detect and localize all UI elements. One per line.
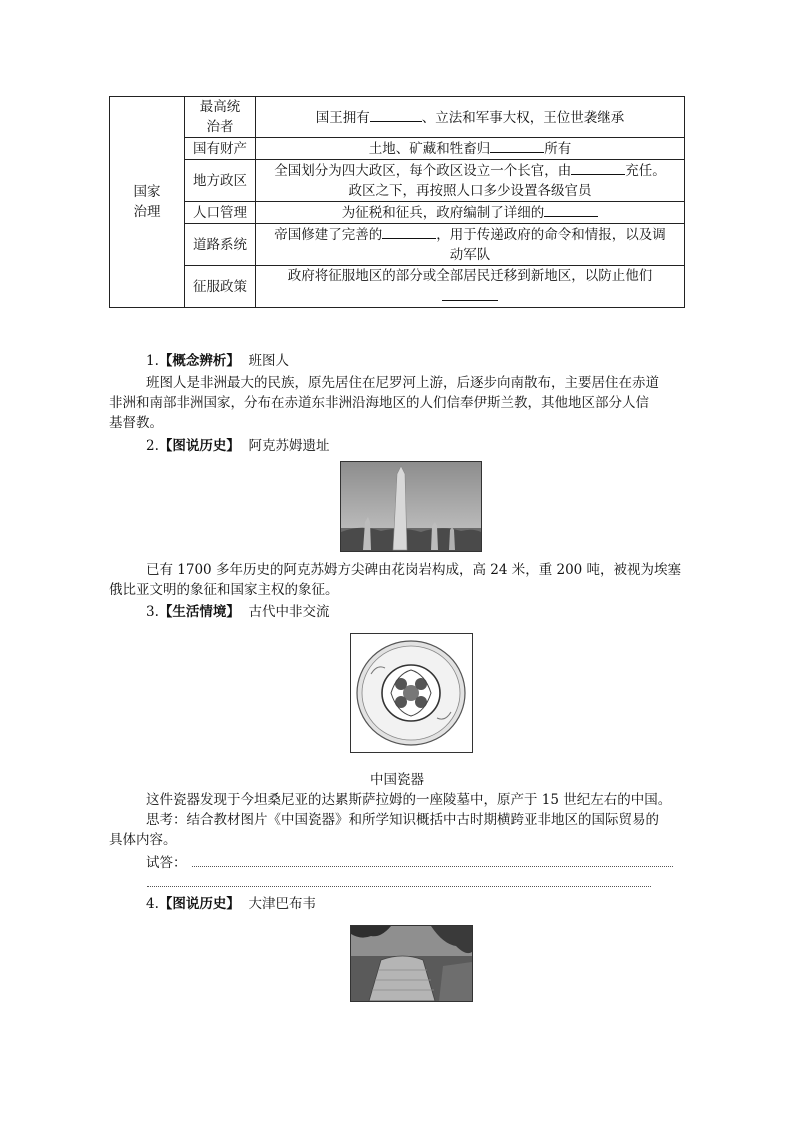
section-2-paragraph (109, 560, 685, 600)
obelisk-illustration (341, 462, 481, 551)
table-row (110, 138, 685, 160)
paragraph-line: 俄比亚文明的象征和国家主权的象征。 (109, 582, 339, 598)
row-content-cell (256, 224, 685, 266)
row-label-cell (185, 138, 256, 160)
section-1-heading (109, 351, 685, 371)
chinese-porcelain-photo (350, 633, 473, 753)
table-row (110, 224, 685, 266)
fill-blank (571, 160, 625, 175)
group-label-cell (110, 97, 185, 308)
section-number: 3. (146, 604, 159, 620)
answer-line[interactable] (192, 866, 673, 867)
row-label-cell (185, 97, 256, 138)
porcelain-dish-illustration (351, 634, 472, 752)
paragraph-line: 具体内容。 (109, 832, 177, 848)
row-label-line: 国有财产 (193, 140, 247, 157)
section-title: 班图人 (248, 353, 289, 369)
row-label-cell (185, 160, 256, 202)
paragraph-line: 已有 1700 多年历史的阿克苏姆方尖碑由花岗岩构成，高 24 米，重 200 吨，被视为埃塞 (146, 562, 682, 578)
content-text: ，用于传递政府的命令和情报，以及调 (436, 227, 666, 243)
table-row (110, 160, 685, 202)
row-label-line: 最高统 (199, 99, 241, 115)
row-label-cell (185, 202, 256, 224)
aksum-obelisk-photo (340, 461, 482, 552)
content-text: 政府将征服地区的部分或全部居民迁移到新地区，以防止他们 (287, 268, 653, 284)
paragraph-line: 思考：结合教材图片《中国瓷器》和所学知识概括中古时期横跨亚非地区的国际贸易的 (146, 812, 659, 828)
content-text: 政区之下，再按照人口多少设置各级官员 (348, 183, 592, 199)
group-label-line: 国家 (133, 184, 161, 200)
content-text: 土地、矿藏和牲畜归 (368, 141, 491, 157)
row-label-line: 征服政策 (193, 278, 247, 295)
paragraph-line: 班图人是非洲最大的民族，原先居住在尼罗河上游，后逐步向南散布，主要居住在赤道 (146, 375, 659, 391)
content-text: 动军队 (449, 247, 491, 263)
stone-tower-illustration (351, 926, 472, 1001)
row-content-cell (256, 266, 685, 308)
paragraph-line: 非洲和南部非洲国家，分布在赤道东非洲沿海地区的人们信奉伊斯兰教，其他地区部分人信 (109, 395, 649, 411)
section-1-paragraph (109, 373, 685, 433)
section-tag: 【图说历史】 (158, 438, 240, 454)
paragraph-line: 这件瓷器发现于今坦桑尼亚的达累斯萨拉姆的一座陵墓中，原产于 15 世纪左右的中国。 (146, 792, 672, 808)
section-title: 古代中非交流 (248, 604, 330, 620)
content-text: 全国划分为四大政区，每个政区设立一个长官，由 (274, 163, 572, 179)
section-tag: 【生活情境】 (158, 604, 240, 620)
content-text: 国王拥有 (315, 109, 370, 126)
content-text: 充任。 (625, 163, 666, 179)
row-label-cell (185, 266, 256, 308)
state-governance-table (109, 96, 685, 308)
group-label-line: 治理 (133, 204, 161, 220)
section-3-paragraph (109, 790, 685, 850)
fill-blank (490, 138, 544, 153)
row-label-cell (185, 224, 256, 266)
porcelain-caption: 中国瓷器 (370, 772, 424, 788)
section-number: 2. (146, 438, 159, 454)
content-text: 帝国修建了完善的 (274, 227, 383, 243)
fill-blank (544, 202, 598, 217)
section-number: 1. (146, 353, 159, 369)
fill-blank (442, 286, 498, 301)
row-content-cell (256, 138, 685, 160)
fill-blank (382, 224, 436, 239)
paragraph-line: 基督教。 (109, 415, 163, 431)
content-text: 所有 (544, 141, 572, 157)
row-label-line: 人口管理 (193, 204, 247, 221)
section-4-heading (109, 894, 685, 914)
great-zimbabwe-photo (350, 925, 473, 1002)
content-text: 为征税和征兵，政府编制了详细的 (341, 205, 545, 221)
row-label-line: 治者 (206, 119, 234, 135)
row-content-cell (256, 160, 685, 202)
section-title: 大津巴布韦 (248, 896, 316, 912)
section-title: 阿克苏姆遗址 (248, 438, 330, 454)
answer-row (109, 853, 685, 873)
section-number: 4. (146, 896, 159, 912)
table-row (110, 266, 685, 308)
answer-label: 试答： (146, 855, 187, 871)
answer-line[interactable] (147, 886, 651, 887)
section-3-heading (109, 602, 685, 622)
section-tag: 【图说历史】 (158, 896, 240, 912)
row-label-line: 地方政区 (193, 172, 247, 189)
table-row (110, 97, 685, 138)
content-text: 、立法和军事大权，王位世袭继承 (421, 109, 625, 126)
row-content-cell (256, 202, 685, 224)
table-row (110, 202, 685, 224)
section-2-heading (109, 436, 685, 456)
row-label-line: 道路系统 (193, 236, 247, 253)
section-tag: 【概念辨析】 (158, 353, 240, 369)
fill-blank (370, 107, 422, 122)
row-content-cell (256, 97, 685, 138)
